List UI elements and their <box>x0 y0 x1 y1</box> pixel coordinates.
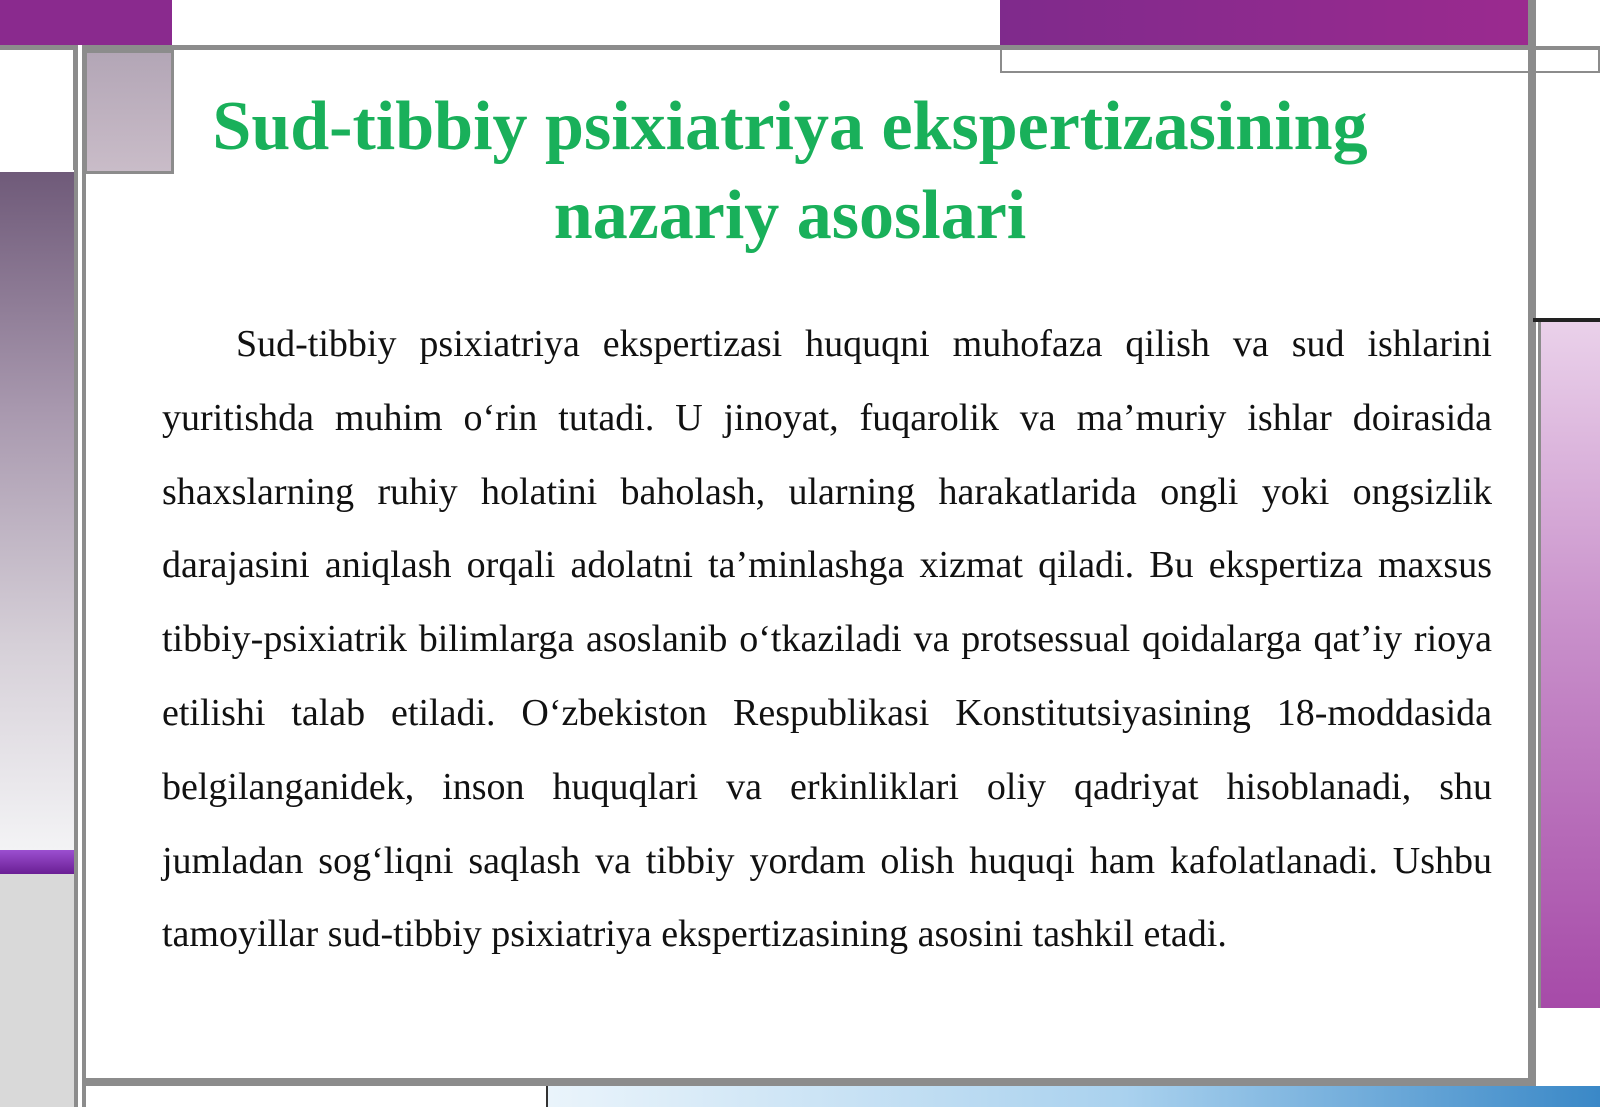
top-right-purple-bar <box>1000 0 1530 46</box>
right-pink-gradient-bar <box>1538 322 1600 1008</box>
top-frame-rule <box>0 45 1600 50</box>
slide-title: Sud-tibbiy psixiatriya ekspertizasining nazariy asoslari <box>212 88 1368 254</box>
left-purple-accent <box>0 850 78 874</box>
left-frame-line <box>74 45 86 1107</box>
bottom-frame-rule <box>84 1078 1534 1086</box>
gray-square-accent <box>84 50 174 174</box>
bottom-right-white-box <box>1536 1008 1600 1086</box>
bottom-blue-gradient-bar <box>546 1086 1600 1107</box>
left-gradient-bar <box>0 172 74 850</box>
right-top-white-box <box>1536 73 1600 319</box>
left-bottom-bar <box>0 874 74 1107</box>
left-white-box <box>0 50 76 170</box>
slide-body-text: Sud-tibbiy psixiatriya ekspertizasi huquqni muhofaza qilish va sud ishlarini yuritishda muhim o‘rin tutadi. U jinoyat, fuqarolik va ma’muriy ishlar doirasida shaxslarning ruhiy holatini baholash, ularning harakatlarida ongli yoki ongsizlik darajasini aniqlash orqali adolatni ta’minlashga xizmat qiladi. Bu ekspertiza maxsus tibbiy-psixiatrik bilimlarga asoslanib o‘tkaziladi va protsessual qoidalarga qat’iy rioya etilishi talab etiladi. O‘zbekiston Respublikasi Konstitutsiyasining 18-moddasida belgilanganidek, inson huquqlari va erkinliklari oliy qadriyat hisoblanadi, shu jumladan sog‘liqni saqlash va tibbiy yordam olish huquqi ham kafolatlanadi. Ushbu tamoyillar sud-tibbiy psixiatriya ekspertizasining asosini tashkil etadi. <box>162 323 1492 956</box>
top-left-purple-bar <box>0 0 172 47</box>
top-right-corner-box <box>1530 0 1600 46</box>
right-frame-line <box>1528 0 1536 1107</box>
